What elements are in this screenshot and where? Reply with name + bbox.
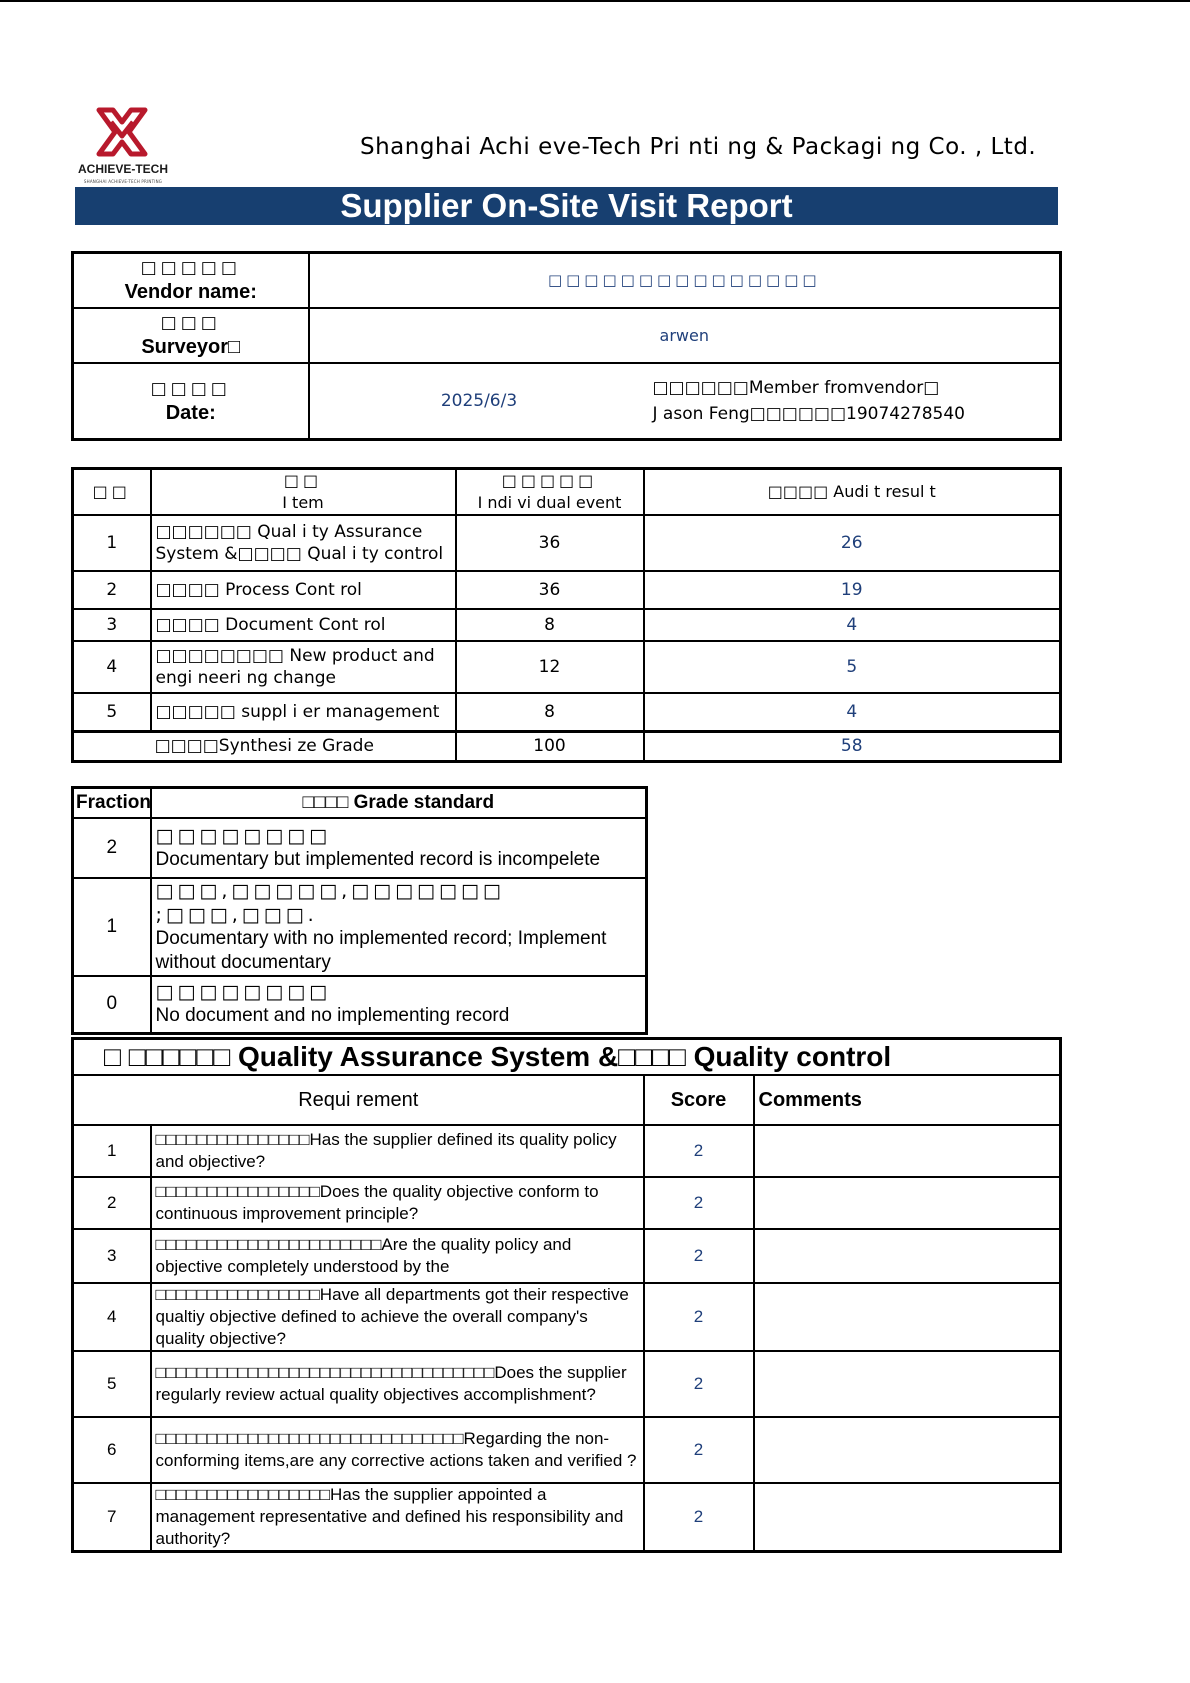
qa-no: 5 [73, 1351, 151, 1417]
table-row [73, 1229, 1061, 1283]
audit-item: □□□□□□□□ New product and engi neeri ng change [151, 641, 456, 693]
audit-no: 3 [73, 609, 151, 641]
audit-item: □□□□□ suppl i er management [151, 693, 456, 731]
audit-col-item [151, 469, 456, 516]
table-row [73, 1351, 1061, 1417]
date-row [73, 363, 1061, 440]
vendor-info-table [71, 251, 1062, 441]
audit-total-result: 58 [644, 731, 1061, 761]
quality-assurance-table [71, 1037, 1062, 1553]
table-row [73, 609, 1061, 641]
audit-result: 4 [644, 693, 1061, 731]
qa-col-score: Score [644, 1075, 754, 1125]
qa-score: 2 [644, 1417, 754, 1483]
grade-standard-table [71, 786, 648, 1035]
audit-col-event [456, 469, 644, 516]
grade-desc [151, 976, 647, 1034]
qa-title-row [73, 1039, 1061, 1076]
grade-desc-en: Documentary with no implemented record; Implement without documentary [155, 927, 607, 973]
audit-total-event: 100 [456, 731, 644, 761]
qa-no: 4 [73, 1283, 151, 1351]
qa-score: 2 [644, 1125, 754, 1177]
audit-event: 36 [456, 571, 644, 609]
qa-comment[interactable] [754, 1177, 1061, 1229]
qa-requirement: □□□□□□□□□□□□□□□Has the supplier defined its quality policy and objective? [151, 1125, 644, 1177]
surveyor-row [73, 308, 1061, 363]
grade-header-row [73, 788, 647, 818]
audit-col-item-cn: □□ [283, 471, 323, 490]
grade-col-fraction: Fraction [73, 788, 151, 818]
qa-col-comments: Comments [754, 1075, 1061, 1125]
qa-requirement: □□□□□□□□□□□□□□□□□□□□□□□□□□□□□□□□□Does the supplier regularly review actual quality objectives accomplishment? [151, 1351, 644, 1417]
company-logo [73, 106, 173, 186]
grade-desc-en: Documentary but implemented record is incompelete [155, 848, 601, 870]
logo-subtext: SHANGHAI ACHIEVE-TECH PRINTING [83, 179, 163, 184]
logo-text: ACHIEVE-TECH [77, 162, 168, 176]
qa-no: 6 [73, 1417, 151, 1483]
audit-col-no: □□ [73, 469, 151, 516]
table-row [73, 1283, 1061, 1351]
qa-score: 2 [644, 1229, 754, 1283]
report-title: Supplier On-Site Visit Report [75, 187, 1058, 225]
table-row [73, 515, 1061, 571]
qa-requirement: □□□□□□□□□□□□□□□□□□□□□□□□□□□□□□Regarding the non-conforming items,are any corrective actions taken and verified ? [151, 1417, 644, 1483]
surveyor-label-cn: □□□ [160, 313, 221, 333]
grade-row [73, 976, 647, 1034]
qa-comment[interactable] [754, 1283, 1061, 1351]
top-border [0, 0, 1190, 2]
audit-col-event-cn: □□□□□ [501, 471, 598, 490]
grade-desc-cn: □□□,□□□□□,□□□□□□□ ;□□□,□□□. [155, 879, 505, 926]
qa-no: 3 [73, 1229, 151, 1283]
surveyor-label [73, 308, 309, 363]
audit-no: 5 [73, 693, 151, 731]
audit-event: 36 [456, 515, 644, 571]
audit-result: 4 [644, 609, 1061, 641]
date-value: 2025/6/3 [309, 363, 649, 440]
audit-no: 4 [73, 641, 151, 693]
qa-comment[interactable] [754, 1229, 1061, 1283]
qa-header-row [73, 1075, 1061, 1125]
qa-requirement: □□□□□□□□□□□□□□□□Does the quality objective conform to continuous improvement principle? [151, 1177, 644, 1229]
grade-row [73, 878, 647, 976]
grade-desc-en: No document and no implementing record [155, 1005, 510, 1027]
logo-mark-icon [93, 106, 151, 158]
audit-result: 5 [644, 641, 1061, 693]
audit-col-event-en: I ndi vi dual event [477, 493, 622, 512]
audit-col-item-en: I tem [282, 493, 324, 512]
qa-section-title: □ □□□□□□ Quality Assurance System &□□□□ Quality control [73, 1039, 1061, 1076]
audit-total-row [73, 731, 1061, 761]
vendor-member [649, 363, 1061, 440]
qa-score: 2 [644, 1177, 754, 1229]
qa-no: 7 [73, 1483, 151, 1552]
member-line-2: J ason Feng□□□□□□19074278540 [652, 403, 965, 424]
table-row [73, 571, 1061, 609]
qa-requirement: □□□□□□□□□□□□□□□□□Has the supplier appointed a management representative and defined his responsibility and authority? [151, 1483, 644, 1552]
qa-comment[interactable] [754, 1125, 1061, 1177]
qa-comment[interactable] [754, 1417, 1061, 1483]
date-label-en: Date: [165, 401, 216, 424]
table-row [73, 693, 1061, 731]
grade-score: 1 [73, 878, 151, 976]
grade-desc-cn: □□□□□□□□ [155, 981, 332, 1004]
audit-event: 8 [456, 693, 644, 731]
qa-no: 2 [73, 1177, 151, 1229]
grade-row [73, 818, 647, 878]
audit-event: 12 [456, 641, 644, 693]
audit-result: 26 [644, 515, 1061, 571]
audit-no: 2 [73, 571, 151, 609]
audit-result: 19 [644, 571, 1061, 609]
grade-score: 2 [73, 818, 151, 878]
vendor-label [73, 253, 309, 308]
table-row [73, 1177, 1061, 1229]
audit-item: □□□□ Document Cont rol [151, 609, 456, 641]
table-row [73, 1125, 1061, 1177]
qa-requirement: □□□□□□□□□□□□□□□□Have all departments got their respective qualtiy objective defined to achieve the overall company's quality objective? [151, 1283, 644, 1351]
qa-no: 1 [73, 1125, 151, 1177]
qa-comment[interactable] [754, 1483, 1061, 1552]
audit-header-row [73, 469, 1061, 516]
qa-score: 2 [644, 1283, 754, 1351]
surveyor-label-en: Surveyor□ [141, 336, 241, 358]
vendor-value: □□□□□□□□□□□□□□□ [309, 253, 1061, 308]
vendor-label-en: Vendor name: [124, 281, 257, 304]
audit-item: □□□□ Process Cont rol [151, 571, 456, 609]
audit-total-label: □□□□Synthesi ze Grade [73, 731, 456, 761]
grade-desc-cn: □□□□□□□□ [155, 824, 332, 847]
grade-col-standard: □□□□ Grade standard [151, 788, 647, 818]
vendor-label-cn: □□□□□ [140, 258, 241, 279]
vendor-row [73, 253, 1061, 308]
surveyor-value: arwen [309, 308, 1061, 363]
audit-event: 8 [456, 609, 644, 641]
grade-score: 0 [73, 976, 151, 1034]
qa-score: 2 [644, 1351, 754, 1417]
table-row [73, 1483, 1061, 1552]
qa-col-requirement: Requi rement [73, 1075, 644, 1125]
audit-col-result: □□□□ Audi t resul t [644, 469, 1061, 516]
date-label-cn: □□□□ [150, 378, 231, 399]
table-row [73, 641, 1061, 693]
grade-desc [151, 878, 647, 976]
member-line-1: □□□□□□Member fromvendor□ [652, 377, 940, 398]
company-name: Shanghai Achi eve-Tech Pri nti ng & Packagi ng Co. , Ltd. [360, 134, 1037, 160]
audit-summary-table [71, 467, 1062, 763]
qa-requirement: □□□□□□□□□□□□□□□□□□□□□□Are the quality policy and objective completely understood by the [151, 1229, 644, 1283]
qa-score: 2 [644, 1483, 754, 1552]
grade-desc [151, 818, 647, 878]
table-row [73, 1417, 1061, 1483]
date-label [73, 363, 309, 440]
audit-no: 1 [73, 515, 151, 571]
audit-item: □□□□□□ Qual i ty Assurance System &□□□□ Qual i ty control [151, 515, 456, 571]
qa-comment[interactable] [754, 1351, 1061, 1417]
